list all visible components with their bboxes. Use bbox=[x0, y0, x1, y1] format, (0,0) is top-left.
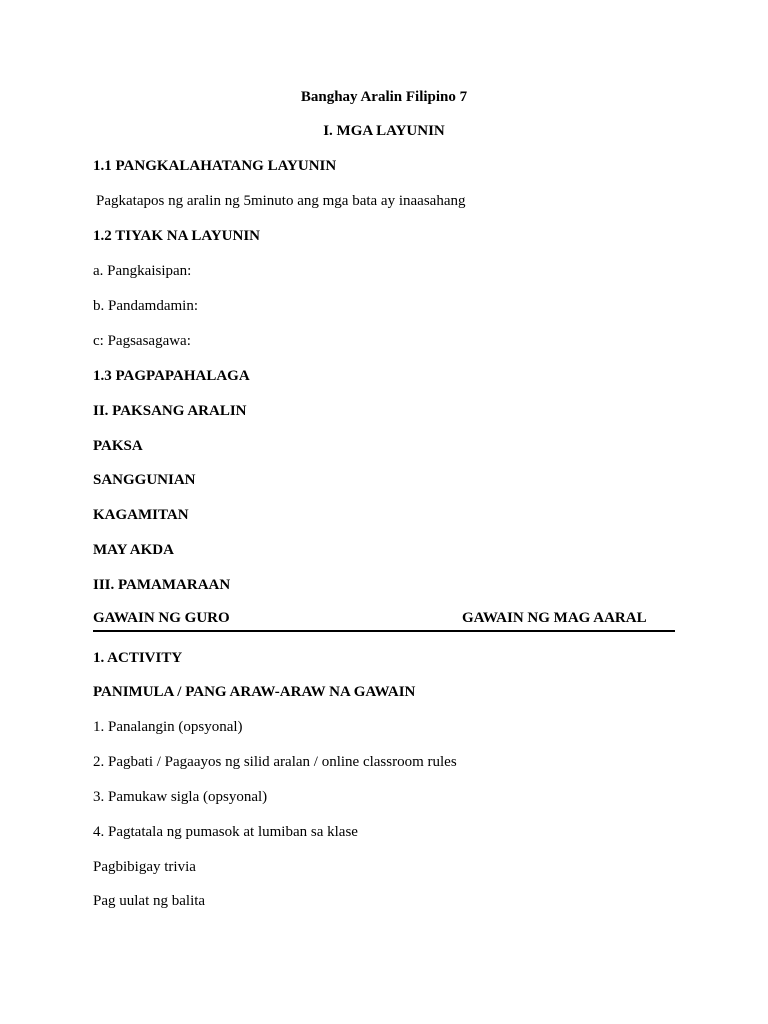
label-sanggunian: SANGGUNIAN bbox=[93, 472, 196, 488]
section-heading-pamamaraan: III. PAMAMARAAN bbox=[93, 577, 231, 593]
list-item: 4. Pagtatala ng pumasok at lumiban sa klase bbox=[93, 824, 358, 840]
column-gawain-ng-guro: GAWAIN NG GURO bbox=[93, 610, 230, 626]
label-paksa: PAKSA bbox=[93, 438, 143, 454]
document-title: Banghay Aralin Filipino 7 bbox=[300, 89, 468, 105]
text-trivia: Pagbibigay trivia bbox=[93, 859, 196, 875]
label-may-akda: MAY AKDA bbox=[93, 542, 174, 558]
heading-pagpapahalaga: 1.3 PAGPAPAHALAGA bbox=[93, 368, 250, 384]
heading-pangkalahatang-layunin: 1.1 PANGKALAHATANG LAYUNIN bbox=[93, 158, 337, 174]
heading-tiyak-na-layunin: 1.2 TIYAK NA LAYUNIN bbox=[93, 228, 260, 244]
list-item: 3. Pamukaw sigla (opsyonal) bbox=[93, 789, 268, 805]
list-item: 2. Pagbati / Pagaayos ng silid aralan / online classroom rules bbox=[93, 754, 457, 770]
text-balita: Pag uulat ng balita bbox=[93, 893, 206, 909]
heading-panimula: PANIMULA / PANG ARAW-ARAW NA GAWAIN bbox=[93, 684, 416, 700]
column-header-row bbox=[93, 610, 675, 632]
objective-a: a. Pangkaisipan: bbox=[93, 263, 192, 279]
objective-b: b. Pandamdamin: bbox=[93, 298, 198, 314]
column-gawain-ng-mag-aaral: GAWAIN NG MAG AARAL bbox=[462, 610, 647, 626]
heading-activity: 1. ACTIVITY bbox=[93, 650, 183, 666]
section-heading-layunin: I. MGA LAYUNIN bbox=[323, 123, 445, 139]
label-kagamitan: KAGAMITAN bbox=[93, 507, 189, 523]
section-heading-paksang-aralin: II. PAKSANG ARALIN bbox=[93, 403, 247, 419]
pangkalahatang-layunin-text: Pagkatapos ng aralin ng 5minuto ang mga bata ay inaasahang bbox=[96, 193, 466, 209]
objective-c: c: Pagsasagawa: bbox=[93, 333, 191, 349]
list-item: 1. Panalangin (opsyonal) bbox=[93, 719, 243, 735]
